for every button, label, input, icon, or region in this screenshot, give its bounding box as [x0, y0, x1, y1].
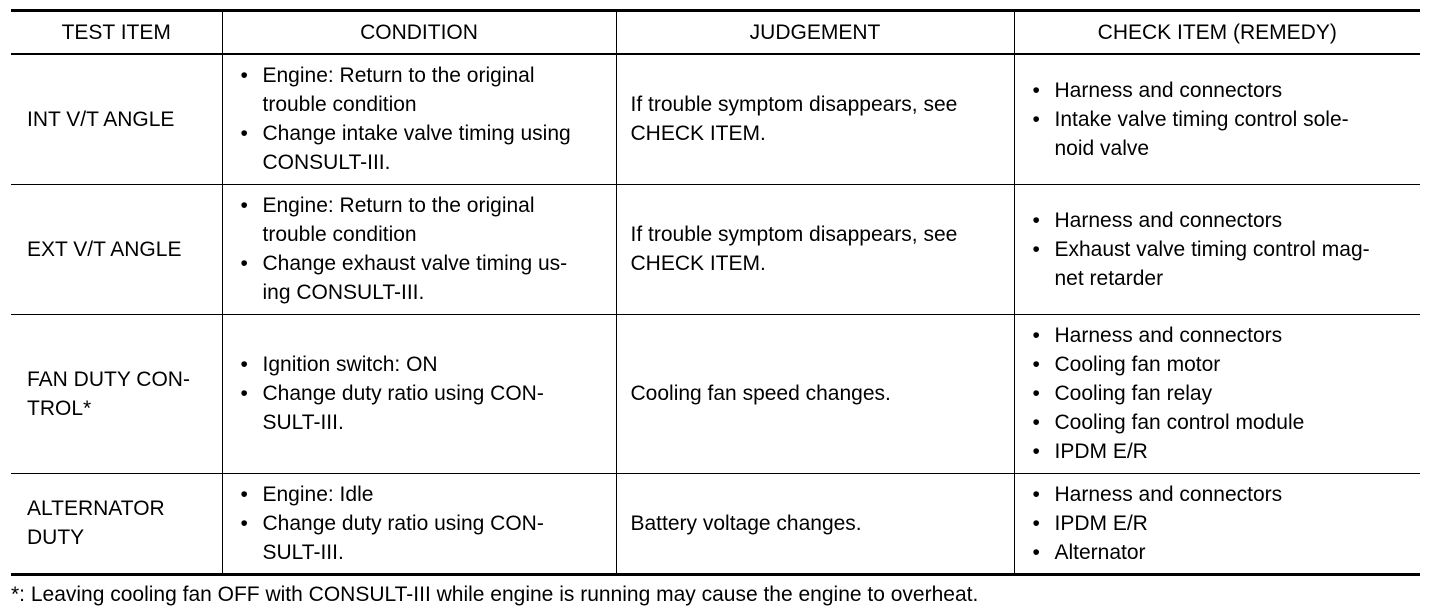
check-item: • Cooling fan motor — [1029, 350, 1407, 379]
condition-item: • Change duty ratio using CON- SULT-III. — [237, 379, 602, 437]
condition-list — [237, 350, 602, 437]
test-item-line: TROL* — [27, 396, 92, 420]
check-item: • IPDM E/R — [1029, 509, 1407, 538]
condition-list — [237, 480, 602, 567]
check-item: • Harness and connectors — [1029, 206, 1407, 235]
test-item-line: EXT V/T ANGLE — [27, 237, 182, 261]
check-item: • IPDM E/R — [1029, 437, 1407, 466]
condition-item: • Change duty ratio using CON- SULT-III. — [237, 509, 602, 567]
check-item-list — [1029, 480, 1407, 567]
judgement-line: Battery voltage changes. — [630, 511, 862, 535]
test-item-cell — [11, 473, 222, 574]
check-item-cell — [1014, 184, 1420, 314]
condition-list — [237, 191, 602, 307]
judgement-cell — [616, 314, 1014, 473]
check-item: • Exhaust valve timing control mag- net retarder — [1029, 235, 1407, 293]
test-item-line: INT V/T ANGLE — [27, 107, 175, 131]
table-row — [11, 473, 1420, 574]
judgement-line: CHECK ITEM. — [630, 122, 766, 146]
condition-list — [237, 61, 602, 177]
condition-item: • Change exhaust valve timing us- ing CONSULT-III. — [237, 249, 602, 307]
check-item: • Harness and connectors — [1029, 480, 1407, 509]
check-item: • Harness and connectors — [1029, 321, 1407, 350]
header-check-item: CHECK ITEM (REMEDY) — [1014, 11, 1420, 55]
header-test-item: TEST ITEM — [11, 11, 222, 55]
check-item-list — [1029, 321, 1407, 466]
test-item-line: DUTY — [27, 526, 85, 549]
condition-item: • Engine: Return to the original trouble condition — [237, 61, 602, 119]
check-item-cell — [1014, 54, 1420, 184]
header-condition: CONDITION — [222, 11, 616, 55]
check-item-cell — [1014, 314, 1420, 473]
judgement-cell — [616, 54, 1014, 184]
judgement-line: If trouble symptom disappears, see — [630, 93, 958, 117]
check-item: • Intake valve timing control sole- noid valve — [1029, 105, 1407, 163]
test-item-cell — [11, 54, 222, 184]
active-test-table — [11, 9, 1420, 576]
judgement-cell — [616, 473, 1014, 574]
test-item-cell — [11, 184, 222, 314]
table-row — [11, 54, 1420, 184]
judgement-line: CHECK ITEM. — [630, 252, 766, 275]
check-item: • Cooling fan control module — [1029, 408, 1407, 437]
condition-cell — [222, 473, 616, 574]
header-judgement: JUDGEMENT — [616, 11, 1014, 55]
condition-item: • Engine: Idle — [237, 480, 602, 509]
judgement-line: If trouble symptom disappears, see — [630, 223, 958, 246]
check-item: • Cooling fan relay — [1029, 379, 1407, 408]
table-row — [11, 184, 1420, 314]
judgement-line: Cooling fan speed changes. — [630, 382, 891, 405]
footnote: *: Leaving cooling fan OFF with CONSULT-III while engine is running may cause the engine to overheat. — [11, 583, 979, 606]
condition-cell — [222, 314, 616, 473]
check-item-cell — [1014, 473, 1420, 574]
test-item-line: FAN DUTY CON- — [27, 367, 190, 391]
condition-item: • Change intake valve timing using CONSULT-III. — [237, 119, 602, 177]
header-row — [11, 11, 1420, 55]
condition-item: • Ignition switch: ON — [237, 350, 602, 379]
judgement-cell — [616, 184, 1014, 314]
test-item-line: ALTERNATOR — [27, 497, 165, 520]
check-item-list — [1029, 206, 1407, 293]
check-item-list — [1029, 76, 1407, 163]
condition-item: • Engine: Return to the original trouble condition — [237, 191, 602, 249]
check-item: • Alternator — [1029, 538, 1407, 567]
condition-cell — [222, 54, 616, 184]
test-item-cell — [11, 314, 222, 473]
table-row — [11, 314, 1420, 473]
condition-cell — [222, 184, 616, 314]
check-item: • Harness and connectors — [1029, 76, 1407, 105]
